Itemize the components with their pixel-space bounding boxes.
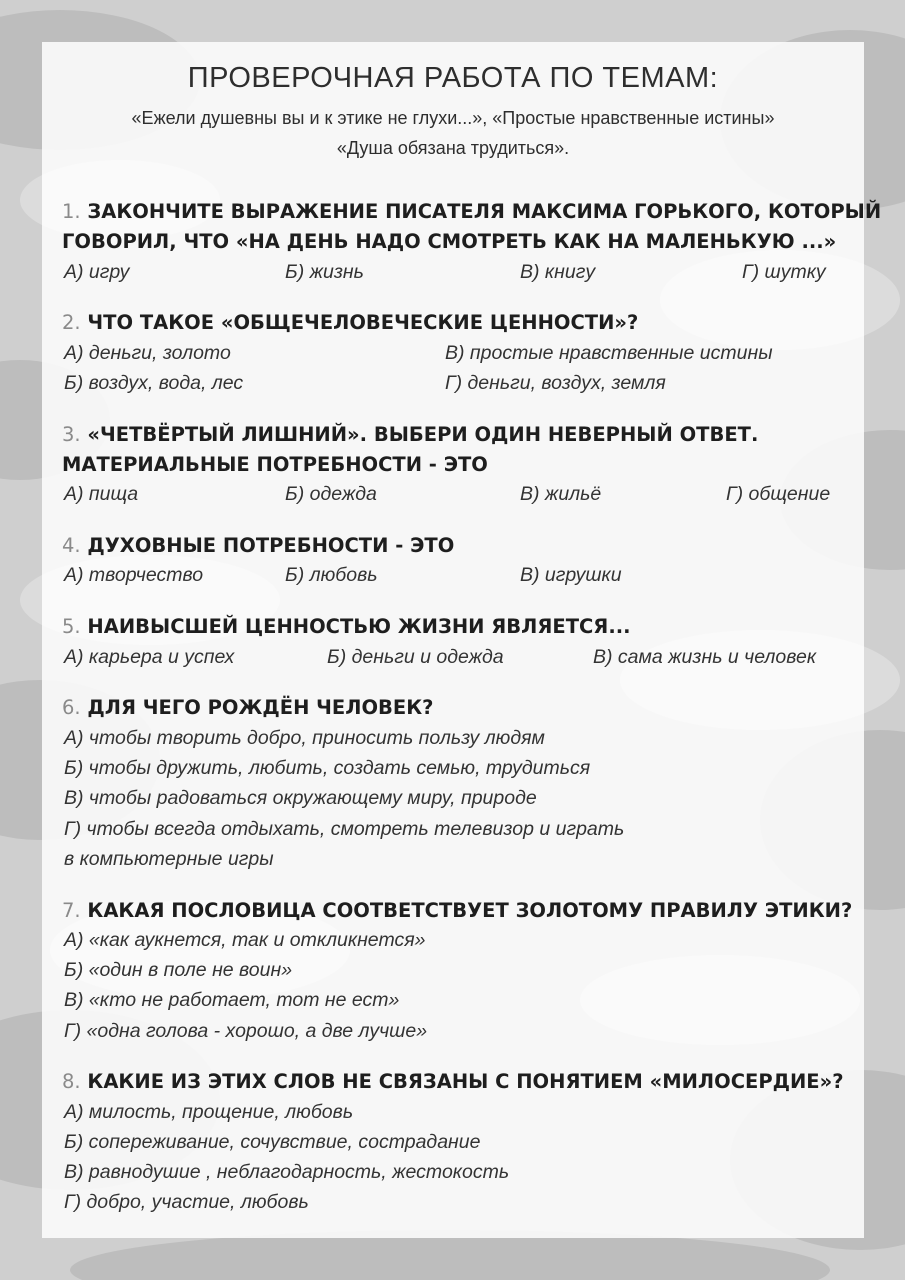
answer-option[interactable]: В) «кто не работает, тот не ест» — [64, 989, 400, 1011]
answer-option[interactable]: Б) деньги и одежда — [327, 646, 504, 668]
answer-option[interactable]: В) равнодушие , неблагодарность, жестокость — [64, 1161, 510, 1183]
answer-option[interactable]: Г) общение — [726, 483, 831, 505]
question-number: 1. — [62, 200, 81, 223]
answer-option[interactable]: Б) жизнь — [285, 261, 364, 283]
question-text: ЧТО ТАКОЕ «ОБЩЕЧЕЛОВЕЧЕСКИЕ ЦЕННОСТИ»? — [87, 311, 639, 334]
worksheet — [42, 42, 882, 1238]
answer-option[interactable]: Б) «один в поле не воин» — [64, 959, 293, 981]
answer-option[interactable]: Г) шутку — [742, 261, 826, 283]
question-text: КАКИЕ ИЗ ЭТИХ СЛОВ НЕ СВЯЗАНЫ С ПОНЯТИЕМ «МИЛОСЕРДИЕ»? — [87, 1070, 844, 1093]
answer-option-continuation: в компьютерные игры — [64, 848, 274, 870]
answer-option[interactable]: В) игрушки — [520, 564, 622, 586]
question-text: НАИВЫСШЕЙ ЦЕННОСТЬЮ ЖИЗНИ ЯВЛЯЕТСЯ... — [87, 615, 631, 638]
question-3-line-2: МАТЕРИАЛЬНЫЕ ПОТРЕБНОСТИ - ЭТО — [62, 453, 488, 476]
question-1 — [62, 197, 882, 227]
question-6 — [62, 693, 862, 723]
question-number: 7. — [62, 899, 81, 922]
question-text: ДЛЯ ЧЕГО РОЖДЁН ЧЕЛОВЕК? — [87, 696, 434, 719]
question-number: 4. — [62, 534, 81, 557]
question-8 — [62, 1067, 862, 1097]
answer-option[interactable]: А) пища — [64, 483, 139, 505]
question-7 — [62, 896, 862, 926]
answer-option[interactable]: Г) деньги, воздух, земля — [445, 372, 666, 394]
answer-option[interactable]: Б) чтобы дружить, любить, создать семью, трудиться — [64, 757, 591, 779]
question-text: «ЧЕТВЁРТЫЙ ЛИШНИЙ». ВЫБЕРИ ОДИН НЕВЕРНЫЙ ОТВЕТ. — [87, 423, 759, 446]
question-5 — [62, 612, 862, 642]
question-number: 8. — [62, 1070, 81, 1093]
question-number: 2. — [62, 311, 81, 334]
answer-option[interactable]: А) милость, прощение, любовь — [64, 1101, 354, 1123]
question-text: КАКАЯ ПОСЛОВИЦА СООТВЕТСТВУЕТ ЗОЛОТОМУ ПРАВИЛУ ЭТИКИ? — [87, 899, 853, 922]
question-1-line-2: ГОВОРИЛ, ЧТО «НА ДЕНЬ НАДО СМОТРЕТЬ КАК НА МАЛЕНЬКУЮ ...» — [62, 230, 837, 253]
question-number: 3. — [62, 423, 81, 446]
subtitle-line-2: «Душа обязана трудиться». — [336, 138, 570, 158]
answer-option[interactable]: А) «как аукнется, так и откликнется» — [64, 929, 426, 951]
question-2 — [62, 308, 862, 338]
answer-option[interactable]: Б) одежда — [285, 483, 377, 505]
question-number: 5. — [62, 615, 81, 638]
question-text: ЗАКОНЧИТЕ ВЫРАЖЕНИЕ ПИСАТЕЛЯ МАКСИМА ГОРЬКОГО, КОТОРЫЙ — [87, 200, 882, 223]
answer-option[interactable]: Г) чтобы всегда отдыхать, смотреть телевизор и играть — [64, 818, 625, 840]
question-3 — [62, 420, 862, 450]
question-text: ДУХОВНЫЕ ПОТРЕБНОСТИ - ЭТО — [87, 534, 455, 557]
answer-option[interactable]: А) чтобы творить добро, приносить пользу людям — [64, 727, 545, 749]
answer-option[interactable]: В) жильё — [520, 483, 602, 505]
answer-option[interactable]: Б) любовь — [285, 564, 378, 586]
subtitle-line-1: «Ежели душевны вы и к этике не глухи...», «Простые нравственные истины» — [131, 108, 775, 128]
answer-option[interactable]: Б) воздух, вода, лес — [64, 372, 244, 394]
answer-option[interactable]: В) чтобы радоваться окружающему миру, природе — [64, 787, 537, 809]
page-title: ПРОВЕРОЧНАЯ РАБОТА ПО ТЕМАМ: — [187, 62, 719, 94]
answer-option[interactable]: А) творчество — [64, 564, 204, 586]
answer-option[interactable]: А) игру — [64, 261, 130, 283]
answer-option[interactable]: А) деньги, золото — [64, 342, 231, 364]
answer-option[interactable]: В) сама жизнь и человек — [593, 646, 817, 668]
question-number: 6. — [62, 696, 81, 719]
answer-option[interactable]: В) книгу — [520, 261, 596, 283]
answer-option[interactable]: Г) добро, участие, любовь — [64, 1191, 309, 1213]
answer-option[interactable]: Г) «одна голова - хорошо, а две лучше» — [64, 1020, 428, 1042]
answer-option[interactable]: В) простые нравственные истины — [445, 342, 773, 364]
answer-option[interactable]: Б) сопереживание, сочувствие, сострадание — [64, 1131, 481, 1153]
question-4 — [62, 531, 862, 561]
answer-option[interactable]: А) карьера и успех — [64, 646, 235, 668]
